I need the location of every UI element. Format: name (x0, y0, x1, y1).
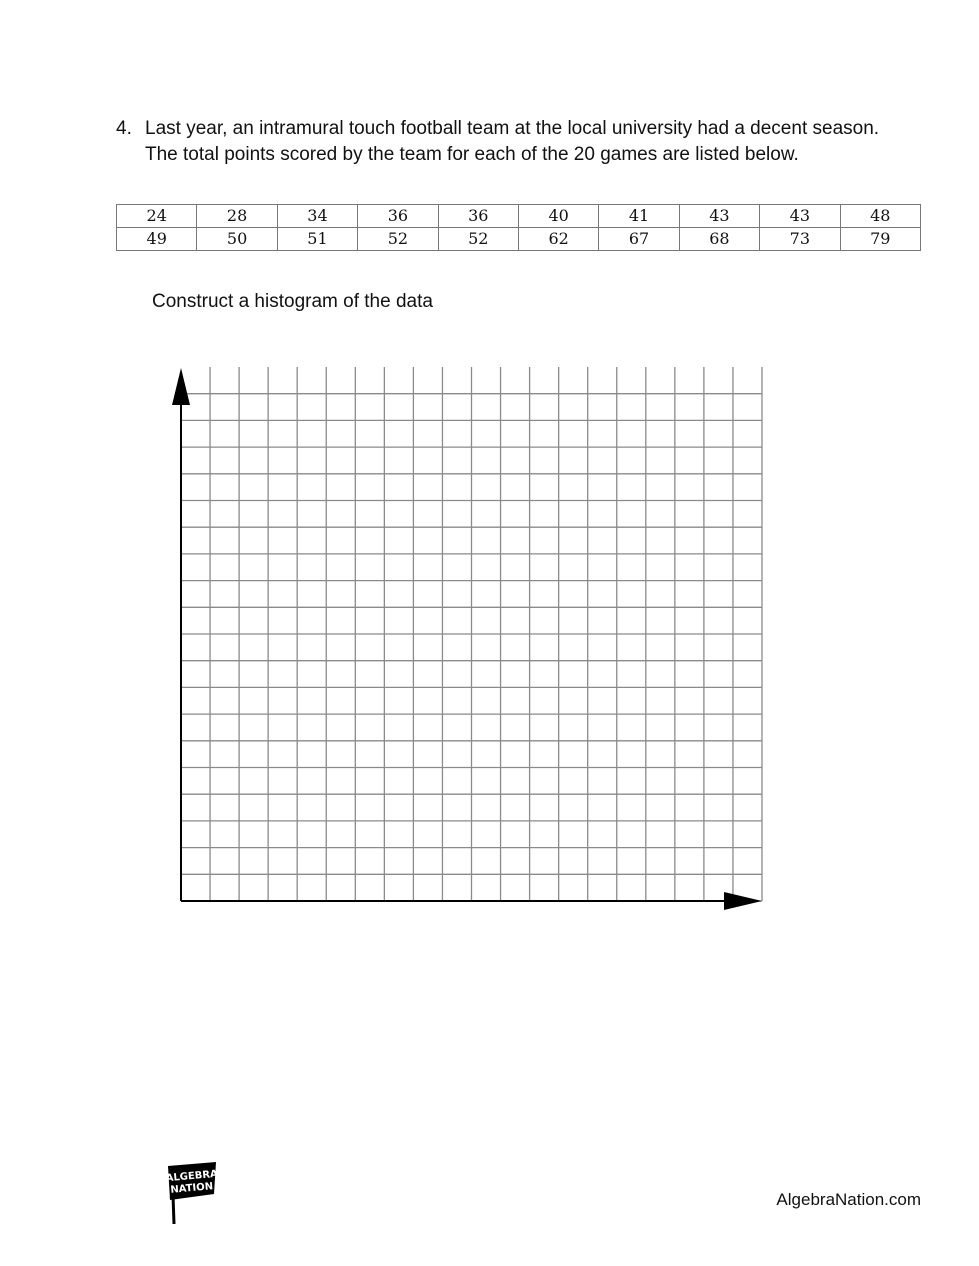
table-cell: 79 (840, 228, 920, 251)
table-cell: 68 (679, 228, 759, 251)
table-cell: 40 (518, 205, 598, 228)
table-cell: 52 (358, 228, 438, 251)
table-cell: 34 (277, 205, 357, 228)
table-cell: 36 (438, 205, 518, 228)
table-cell: 67 (599, 228, 679, 251)
table-cell: 51 (277, 228, 357, 251)
table-cell: 24 (117, 205, 197, 228)
table-cell: 36 (358, 205, 438, 228)
table-cell: 43 (679, 205, 759, 228)
table-cell: 62 (518, 228, 598, 251)
table-cell: 73 (760, 228, 840, 251)
x-axis-arrow (724, 892, 762, 910)
table-cell: 43 (760, 205, 840, 228)
instruction-text: Construct a histogram of the data (152, 291, 433, 312)
logo-text-line1: ALGEBRA (165, 1168, 219, 1185)
table-cell: 48 (840, 205, 920, 228)
table-cell: 41 (599, 205, 679, 228)
table-cell: 28 (197, 205, 277, 228)
question-text: Last year, an intramural touch football team at the local university had a decent season. The total points scored by the team for each of the 20 games are listed below. (145, 118, 880, 165)
table-cell: 52 (438, 228, 518, 251)
site-url[interactable]: AlgebraNation.com (776, 1190, 921, 1209)
y-axis-arrow (172, 368, 190, 405)
table-cell: 50 (197, 228, 277, 251)
question-number: 4. (116, 118, 132, 139)
logo-text-line2: NATION (170, 1181, 214, 1196)
algebra-nation-logo (160, 1160, 222, 1226)
table-cell: 49 (117, 228, 197, 251)
